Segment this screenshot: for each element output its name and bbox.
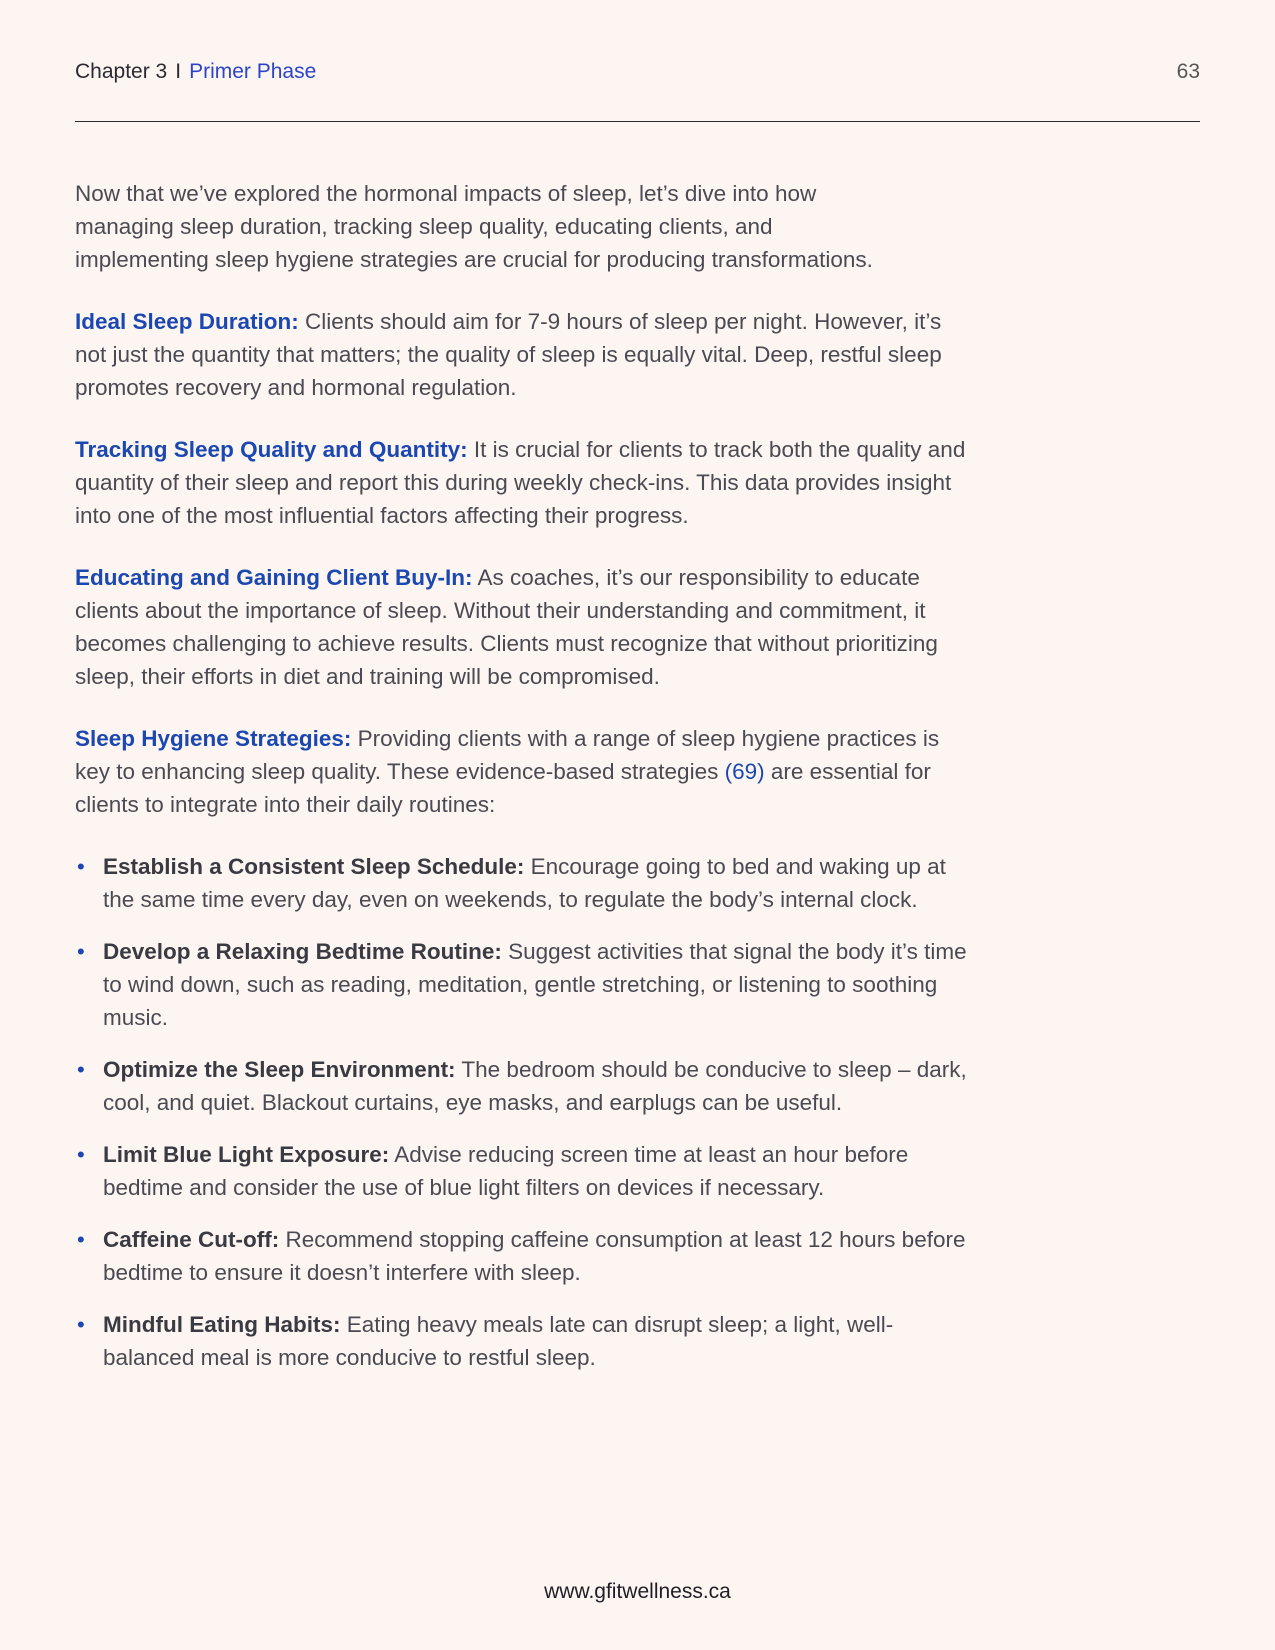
bullet-term: Limit Blue Light Exposure: (103, 1142, 390, 1167)
list-item (75, 1308, 975, 1374)
section-tracking-sleep (75, 433, 975, 532)
section-term: Ideal Sleep Duration: (75, 309, 299, 334)
list-item (75, 1138, 975, 1204)
bullet-text: Eating heavy meals late can disrupt sleep; a light, well-balanced meal is more conducive to restful sleep. (103, 1312, 894, 1370)
header-separator: I (175, 60, 182, 83)
bullet-icon: • (77, 854, 85, 879)
list-item (75, 1053, 975, 1119)
page-header (75, 60, 1200, 90)
section-ideal-sleep-duration (75, 305, 975, 404)
list-item (75, 850, 975, 916)
citation-reference[interactable]: (69) (724, 759, 765, 784)
section-text: Clients should aim for 7-9 hours of sleep per night. However, it’s not just the quantity that matters; the quality of sleep is equally vital. Deep, restful sleep promotes recovery and hormonal regulation. (75, 309, 942, 400)
bullet-icon: • (77, 1227, 85, 1252)
section-term: Sleep Hygiene Strategies: (75, 726, 352, 751)
page-number: 63 (1176, 60, 1200, 83)
bullet-text: Suggest activities that signal the body it’s time to wind down, such as reading, meditation, gentle stretching, or listening to soothing music. (103, 939, 967, 1030)
list-item (75, 1223, 975, 1289)
phase-label: Primer Phase (189, 60, 317, 83)
footer-website[interactable]: www.gfitwellness.ca (544, 1580, 731, 1603)
bullet-text: Encourage going to bed and waking up at the same time every day, even on weekends, to regulate the body’s internal clock. (103, 854, 946, 912)
bullet-term: Develop a Relaxing Bedtime Routine: (103, 939, 502, 964)
section-text: Providing clients with a range of sleep hygiene practices is key to enhancing sleep quality. These evidence-based strategies (75, 726, 940, 784)
bullet-icon: • (77, 939, 85, 964)
section-term: Tracking Sleep Quality and Quantity: (75, 437, 468, 462)
section-educating-clients (75, 561, 975, 693)
bullet-term: Optimize the Sleep Environment: (103, 1057, 456, 1082)
intro-paragraph: Now that we’ve explored the hormonal impacts of sleep, let’s dive into how managing sleep duration, tracking sleep quality, educating clients, and implementing sleep hygiene strategies are crucial for producing transformations. (75, 181, 873, 272)
bullet-term: Caffeine Cut-off: (103, 1227, 280, 1252)
section-sleep-hygiene (75, 722, 975, 821)
bullet-icon: • (77, 1057, 85, 1082)
bullet-term: Establish a Consistent Sleep Schedule: (103, 854, 525, 879)
bullet-term: Mindful Eating Habits: (103, 1312, 341, 1337)
bullet-text: The bedroom should be conducive to sleep – dark, cool, and quiet. Blackout curtains, eye masks, and earplugs can be useful. (103, 1057, 967, 1115)
section-text: It is crucial for clients to track both the quality and quantity of their sleep and report this during weekly check-ins. This data provides insight into one of the most influential factors affecting their progress. (75, 437, 966, 528)
bullet-icon: • (77, 1142, 85, 1167)
header-divider (75, 121, 1200, 122)
chapter-label: Chapter 3 (75, 60, 168, 83)
section-term: Educating and Gaining Client Buy-In: (75, 565, 473, 590)
section-text: As coaches, it’s our responsibility to educate clients about the importance of sleep. Without their understanding and commitment, it becomes challenging to achieve results. Clients must recognize that without prioritizing sleep, their efforts in diet and training will be compromised. (75, 565, 938, 689)
strategies-list (75, 850, 975, 1374)
bullet-icon: • (77, 1312, 85, 1337)
running-head (75, 60, 316, 84)
section-text-continued: are essential for clients to integrate into their daily routines: (75, 759, 931, 817)
main-content (75, 177, 975, 1393)
bullet-text: Recommend stopping caffeine consumption at least 12 hours before bedtime to ensure it doesn’t interfere with sleep. (103, 1227, 966, 1285)
bullet-text: Advise reducing screen time at least an hour before bedtime and consider the use of blue light filters on devices if necessary. (103, 1142, 909, 1200)
list-item (75, 935, 975, 1034)
